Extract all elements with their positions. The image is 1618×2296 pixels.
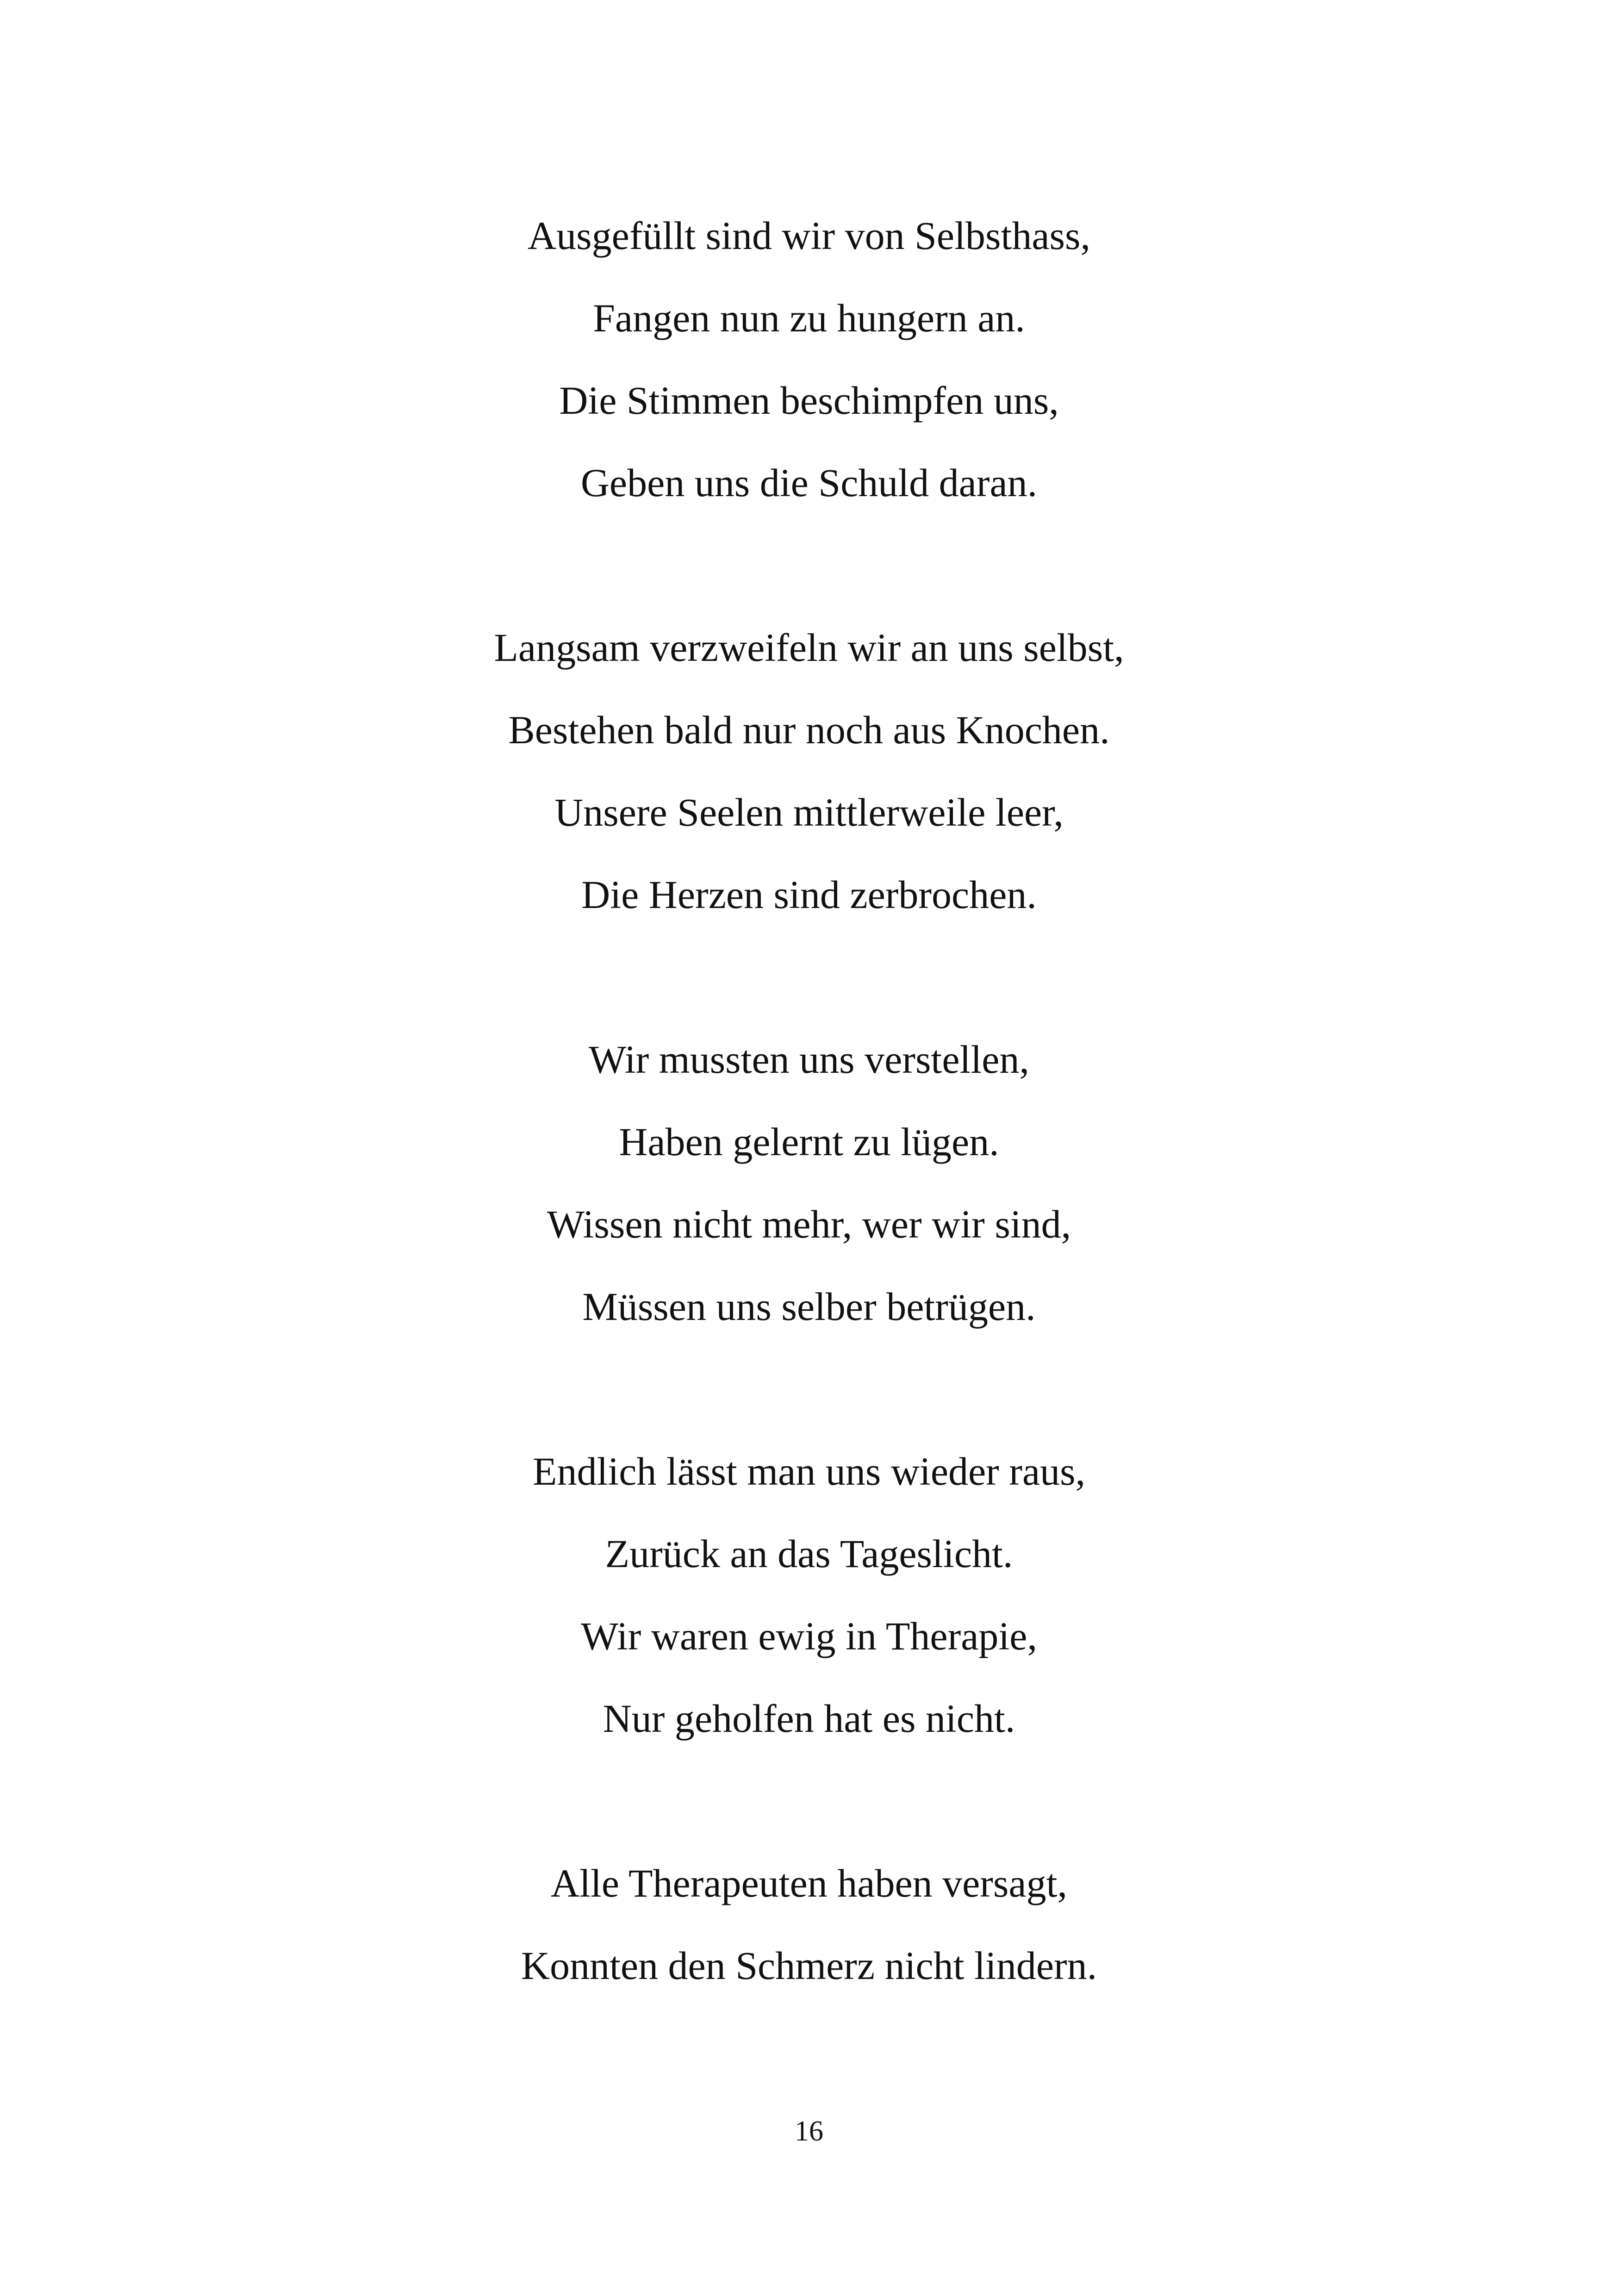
- poem-line: Fangen nun zu hungern an.: [593, 296, 1025, 340]
- poem-line: Konnten den Schmerz nicht lindern.: [521, 1943, 1097, 1988]
- poem-line: Unsere Seelen mittlerweile leer,: [554, 790, 1064, 834]
- poem-line: Zurück an das Tageslicht.: [605, 1531, 1013, 1576]
- poem-line: Endlich lässt man uns wieder raus,: [532, 1449, 1086, 1493]
- poem-line: Wir mussten uns verstellen,: [589, 1037, 1029, 1082]
- stanza: [0, 1430, 1618, 1760]
- poem-line: Die Stimmen beschimpfen uns,: [559, 378, 1059, 423]
- poem-line: Müssen uns selber betrügen.: [582, 1284, 1036, 1329]
- poem-line: Alle Therapeuten haben versagt,: [551, 1861, 1067, 1905]
- poem-line: Wissen nicht mehr, wer wir sind,: [547, 1202, 1071, 1246]
- poem-line: Wir waren ewig in Therapie,: [581, 1614, 1037, 1658]
- stanza: [0, 1842, 1618, 2007]
- page-number: 16: [795, 2116, 823, 2147]
- stanza: [0, 1018, 1618, 1348]
- stanza: [0, 194, 1618, 524]
- poem-line: Haben gelernt zu lügen.: [619, 1120, 999, 1164]
- poem-line: Bestehen bald nur noch aus Knochen.: [508, 708, 1110, 752]
- poem-line: Geben uns die Schuld daran.: [580, 460, 1038, 505]
- poem: [0, 194, 1618, 2089]
- poem-line: Langsam verzweifeln wir an uns selbst,: [494, 625, 1124, 670]
- poem-line: Nur geholfen hat es nicht.: [603, 1696, 1015, 1741]
- stanza: [0, 606, 1618, 936]
- poem-line: Die Herzen sind zerbrochen.: [581, 872, 1037, 917]
- poem-line: Ausgefüllt sind wir von Selbsthass,: [528, 213, 1090, 258]
